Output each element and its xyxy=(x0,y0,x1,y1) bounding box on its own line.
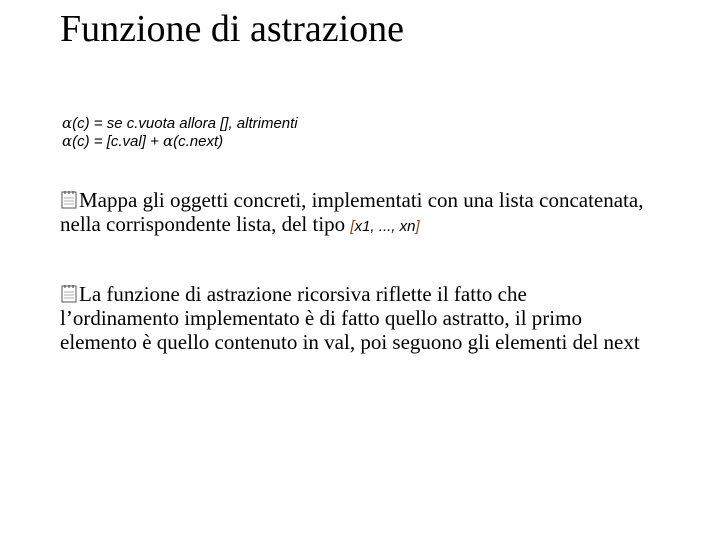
bullet-1-line-2 xyxy=(60,212,643,239)
bullet-2-line-2: l’ordinamento implementato è di fatto quello astratto, il primo xyxy=(60,306,582,330)
code-inner: x1, ..., xn xyxy=(354,218,416,235)
bullet-2-line-3: elemento è quello contenuto in val, poi seguono gli elementi del next xyxy=(60,330,640,354)
slide-title: Funzione di astrazione xyxy=(60,8,405,50)
alpha-symbol: α xyxy=(163,132,174,150)
bullet-1-line-2-text: nella corrispondente lista, del tipo xyxy=(60,212,351,236)
formula-line-1-text: (c) = se c.vuota allora [], altrimenti xyxy=(72,115,298,132)
bullet-2-line-1-text: La funzione di astrazione ricorsiva riflette il fatto che xyxy=(79,282,527,306)
alpha-symbol: α xyxy=(62,114,73,132)
bullet-1-line-1-text: Mappa gli oggetti concreti, implementati con una lista concatenata, xyxy=(79,188,644,212)
bullet-1-line-1 xyxy=(60,188,643,212)
code-close-bracket: ] xyxy=(415,218,420,235)
bullet-item-2 xyxy=(60,282,640,354)
formula-line-2-text-a: (c) = [c.val] + xyxy=(72,133,163,150)
alpha-symbol: α xyxy=(62,132,73,150)
formula-line-1 xyxy=(62,114,298,133)
bullet-item-1 xyxy=(60,188,643,239)
notepad-bullet-icon xyxy=(60,190,79,210)
list-type-code xyxy=(350,218,419,235)
code-open-bracket: [ xyxy=(350,218,355,235)
notepad-bullet-icon xyxy=(60,284,79,304)
formula-line-2 xyxy=(62,132,223,151)
formula-line-2-text-b: (c.next) xyxy=(173,133,224,150)
bullet-2-line-1 xyxy=(60,282,640,306)
